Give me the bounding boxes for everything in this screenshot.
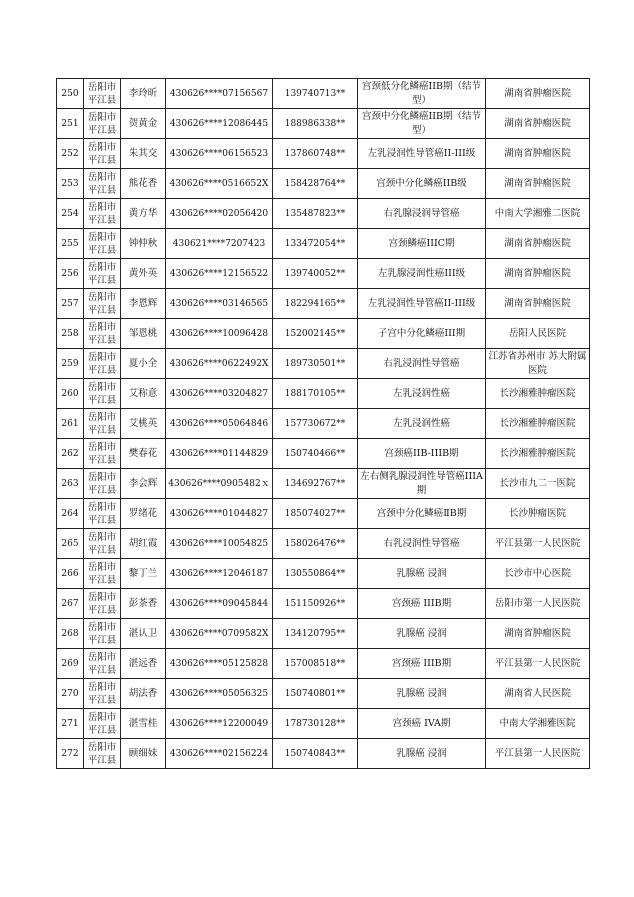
region-cell: 岳阳市平江县 <box>84 199 121 229</box>
diagnosis-cell: 左乳浸润性癌 <box>358 409 486 439</box>
table-row <box>57 169 590 199</box>
name-cell: 夏小全 <box>121 349 166 379</box>
table-row <box>57 289 590 319</box>
table-row <box>57 709 590 739</box>
hospital-cell: 湖南省肿瘤医院 <box>486 79 590 109</box>
hospital-cell: 湖南省肿瘤医院 <box>486 289 590 319</box>
phone-cell: 139740713** <box>273 79 358 109</box>
id-number-cell: 430626****10054825 <box>166 529 273 559</box>
region-cell: 岳阳市平江县 <box>84 109 121 139</box>
id-number-cell: 430626****12086445 <box>166 109 273 139</box>
hospital-cell: 湖南省人民医院 <box>486 679 590 709</box>
region-cell: 岳阳市平江县 <box>84 649 121 679</box>
hospital-cell: 江苏省苏州市 苏大附属医院 <box>486 349 590 379</box>
hospital-cell: 长沙市中心医院 <box>486 559 590 589</box>
name-cell: 湛远香 <box>121 649 166 679</box>
hospital-cell: 平江县第一人民医院 <box>486 739 590 769</box>
name-cell: 艾桃英 <box>121 409 166 439</box>
diagnosis-cell: 右乳浸润性导管癌 <box>358 529 486 559</box>
name-cell: 彭茶香 <box>121 589 166 619</box>
phone-cell: 150740843** <box>273 739 358 769</box>
hospital-cell: 长沙湘雅肿瘤医院 <box>486 379 590 409</box>
phone-cell: 150740466** <box>273 439 358 469</box>
table-body <box>57 79 590 769</box>
id-number-cell: 430621****7207423 <box>166 229 273 259</box>
name-cell: 黄外英 <box>121 259 166 289</box>
table-row <box>57 529 590 559</box>
row-number: 269 <box>57 649 84 679</box>
id-number-cell: 430626****07156567 <box>166 79 273 109</box>
phone-cell: 135487823** <box>273 199 358 229</box>
phone-cell: 134120795** <box>273 619 358 649</box>
table-row <box>57 409 590 439</box>
name-cell: 钟仲秋 <box>121 229 166 259</box>
table-row <box>57 499 590 529</box>
phone-cell: 151150926** <box>273 589 358 619</box>
hospital-cell: 岳阳人民医院 <box>486 319 590 349</box>
name-cell: 湛雪桂 <box>121 709 166 739</box>
name-cell: 黄方华 <box>121 199 166 229</box>
phone-cell: 158026476** <box>273 529 358 559</box>
name-cell: 胡红霞 <box>121 529 166 559</box>
phone-cell: 130550864** <box>273 559 358 589</box>
region-cell: 岳阳市平江县 <box>84 259 121 289</box>
region-cell: 岳阳市平江县 <box>84 709 121 739</box>
table-row <box>57 139 590 169</box>
row-number: 262 <box>57 439 84 469</box>
region-cell: 岳阳市平江县 <box>84 379 121 409</box>
table-row <box>57 679 590 709</box>
patient-table <box>56 78 590 769</box>
table-row <box>57 649 590 679</box>
row-number: 272 <box>57 739 84 769</box>
diagnosis-cell: 乳腺癌 浸润 <box>358 619 486 649</box>
name-cell: 罗绪花 <box>121 499 166 529</box>
hospital-cell: 中南大学湘雅医院 <box>486 709 590 739</box>
row-number: 253 <box>57 169 84 199</box>
name-cell: 朱其交 <box>121 139 166 169</box>
name-cell: 李会辉 <box>121 469 166 499</box>
diagnosis-cell: 宫颈中分化鳞癌IIB级 <box>358 169 486 199</box>
row-number: 255 <box>57 229 84 259</box>
name-cell: 贺黄金 <box>121 109 166 139</box>
hospital-cell: 岳阳市第一人民医院 <box>486 589 590 619</box>
row-number: 251 <box>57 109 84 139</box>
phone-cell: 189730501** <box>273 349 358 379</box>
row-number: 266 <box>57 559 84 589</box>
diagnosis-cell: 左乳浸润性导管癌II-III级 <box>358 139 486 169</box>
name-cell: 樊春花 <box>121 439 166 469</box>
diagnosis-cell: 宫颈癌 IIIB期 <box>358 589 486 619</box>
hospital-cell: 长沙湘雅肿瘤医院 <box>486 439 590 469</box>
id-number-cell: 430626****05056325 <box>166 679 273 709</box>
hospital-cell: 长沙肿瘤医院 <box>486 499 590 529</box>
id-number-cell: 430626****0905482ｘ <box>166 469 273 499</box>
row-number: 263 <box>57 469 84 499</box>
phone-cell: 178730128** <box>273 709 358 739</box>
phone-cell: 134692767** <box>273 469 358 499</box>
id-number-cell: 430626****12156522 <box>166 259 273 289</box>
diagnosis-cell: 左乳浸润性导管癌II-III级 <box>358 289 486 319</box>
phone-cell: 158428764** <box>273 169 358 199</box>
name-cell: 湛认卫 <box>121 619 166 649</box>
diagnosis-cell: 右乳腺浸润导管癌 <box>358 199 486 229</box>
row-number: 268 <box>57 619 84 649</box>
diagnosis-cell: 左右侧乳腺浸润性导管癌IIIA期 <box>358 469 486 499</box>
table-row <box>57 619 590 649</box>
row-number: 267 <box>57 589 84 619</box>
diagnosis-cell: 左乳腺浸润性癌III级 <box>358 259 486 289</box>
id-number-cell: 430626****0622492X <box>166 349 273 379</box>
hospital-cell: 湖南省肿瘤医院 <box>486 109 590 139</box>
diagnosis-cell: 乳腺癌 浸润 <box>358 559 486 589</box>
row-number: 265 <box>57 529 84 559</box>
id-number-cell: 430626****0516652X <box>166 169 273 199</box>
region-cell: 岳阳市平江县 <box>84 79 121 109</box>
table-row <box>57 199 590 229</box>
id-number-cell: 430626****01144829 <box>166 439 273 469</box>
id-number-cell: 430626****12200049 <box>166 709 273 739</box>
row-number: 254 <box>57 199 84 229</box>
name-cell: 熊花香 <box>121 169 166 199</box>
diagnosis-cell: 宫颈中分化鳞癌IIB期（结节型） <box>358 109 486 139</box>
id-number-cell: 430626****01044827 <box>166 499 273 529</box>
region-cell: 岳阳市平江县 <box>84 559 121 589</box>
row-number: 261 <box>57 409 84 439</box>
phone-cell: 139740052** <box>273 259 358 289</box>
diagnosis-cell: 乳腺癌 浸润 <box>358 739 486 769</box>
region-cell: 岳阳市平江县 <box>84 679 121 709</box>
id-number-cell: 430626****05125828 <box>166 649 273 679</box>
phone-cell: 188170105** <box>273 379 358 409</box>
name-cell: 邹恩桃 <box>121 319 166 349</box>
table-row <box>57 319 590 349</box>
id-number-cell: 430626****02056420 <box>166 199 273 229</box>
diagnosis-cell: 宫颈癌IIB-IIIB期 <box>358 439 486 469</box>
diagnosis-cell: 乳腺癌 浸润 <box>358 679 486 709</box>
hospital-cell: 湖南省肿瘤医院 <box>486 139 590 169</box>
phone-cell: 157008518** <box>273 649 358 679</box>
phone-cell: 150740801** <box>273 679 358 709</box>
row-number: 258 <box>57 319 84 349</box>
row-number: 259 <box>57 349 84 379</box>
diagnosis-cell: 宫颈低分化鳞癌IIB期（结节型） <box>358 79 486 109</box>
region-cell: 岳阳市平江县 <box>84 349 121 379</box>
region-cell: 岳阳市平江县 <box>84 589 121 619</box>
diagnosis-cell: 子宫中分化鳞癌III期 <box>358 319 486 349</box>
row-number: 257 <box>57 289 84 319</box>
table-row <box>57 349 590 379</box>
hospital-cell: 湖南省肿瘤医院 <box>486 259 590 289</box>
region-cell: 岳阳市平江县 <box>84 289 121 319</box>
name-cell: 李玲昕 <box>121 79 166 109</box>
region-cell: 岳阳市平江县 <box>84 619 121 649</box>
table-row <box>57 589 590 619</box>
id-number-cell: 430626****0709582X <box>166 619 273 649</box>
diagnosis-cell: 宫颈癌 IIIB期 <box>358 649 486 679</box>
table-row <box>57 739 590 769</box>
diagnosis-cell: 右乳浸润性导管癌 <box>358 349 486 379</box>
name-cell: 艾称意 <box>121 379 166 409</box>
row-number: 252 <box>57 139 84 169</box>
table-row <box>57 79 590 109</box>
name-cell: 顾细妹 <box>121 739 166 769</box>
region-cell: 岳阳市平江县 <box>84 499 121 529</box>
table-row <box>57 559 590 589</box>
hospital-cell: 平江县第一人民医院 <box>486 649 590 679</box>
region-cell: 岳阳市平江县 <box>84 319 121 349</box>
table-row <box>57 259 590 289</box>
region-cell: 岳阳市平江县 <box>84 529 121 559</box>
phone-cell: 182294165** <box>273 289 358 319</box>
table-row <box>57 379 590 409</box>
row-number: 260 <box>57 379 84 409</box>
phone-cell: 133472054** <box>273 229 358 259</box>
id-number-cell: 430626****06156523 <box>166 139 273 169</box>
region-cell: 岳阳市平江县 <box>84 169 121 199</box>
hospital-cell: 长沙市九二一医院 <box>486 469 590 499</box>
hospital-cell: 湖南省肿瘤医院 <box>486 229 590 259</box>
region-cell: 岳阳市平江县 <box>84 739 121 769</box>
hospital-cell: 湖南省肿瘤医院 <box>486 619 590 649</box>
id-number-cell: 430626****03204827 <box>166 379 273 409</box>
id-number-cell: 430626****03146565 <box>166 289 273 319</box>
name-cell: 胡法香 <box>121 679 166 709</box>
id-number-cell: 430626****10096428 <box>166 319 273 349</box>
region-cell: 岳阳市平江县 <box>84 229 121 259</box>
table-row <box>57 469 590 499</box>
table-row <box>57 439 590 469</box>
hospital-cell: 平江县第一人民医院 <box>486 529 590 559</box>
table-row <box>57 229 590 259</box>
diagnosis-cell: 左乳浸润性癌 <box>358 379 486 409</box>
name-cell: 黎丁兰 <box>121 559 166 589</box>
id-number-cell: 430626****02156224 <box>166 739 273 769</box>
id-number-cell: 430626****09045844 <box>166 589 273 619</box>
region-cell: 岳阳市平江县 <box>84 409 121 439</box>
phone-cell: 157730672** <box>273 409 358 439</box>
id-number-cell: 430626****05064846 <box>166 409 273 439</box>
hospital-cell: 湖南省肿瘤医院 <box>486 169 590 199</box>
hospital-cell: 中南大学湘雅二医院 <box>486 199 590 229</box>
diagnosis-cell: 宫颈鳞癌IIIC期 <box>358 229 486 259</box>
region-cell: 岳阳市平江县 <box>84 439 121 469</box>
row-number: 270 <box>57 679 84 709</box>
region-cell: 岳阳市平江县 <box>84 139 121 169</box>
phone-cell: 188986338** <box>273 109 358 139</box>
region-cell: 岳阳市平江县 <box>84 469 121 499</box>
row-number: 271 <box>57 709 84 739</box>
phone-cell: 152002145** <box>273 319 358 349</box>
row-number: 264 <box>57 499 84 529</box>
table-row <box>57 109 590 139</box>
name-cell: 李恩辉 <box>121 289 166 319</box>
diagnosis-cell: 宫颈中分化鳞癌ⅡB期 <box>358 499 486 529</box>
id-number-cell: 430626****12046187 <box>166 559 273 589</box>
row-number: 256 <box>57 259 84 289</box>
row-number: 250 <box>57 79 84 109</box>
hospital-cell: 长沙湘雅肿瘤医院 <box>486 409 590 439</box>
phone-cell: 137860748** <box>273 139 358 169</box>
phone-cell: 185074027** <box>273 499 358 529</box>
diagnosis-cell: 宫颈癌 IVA期 <box>358 709 486 739</box>
